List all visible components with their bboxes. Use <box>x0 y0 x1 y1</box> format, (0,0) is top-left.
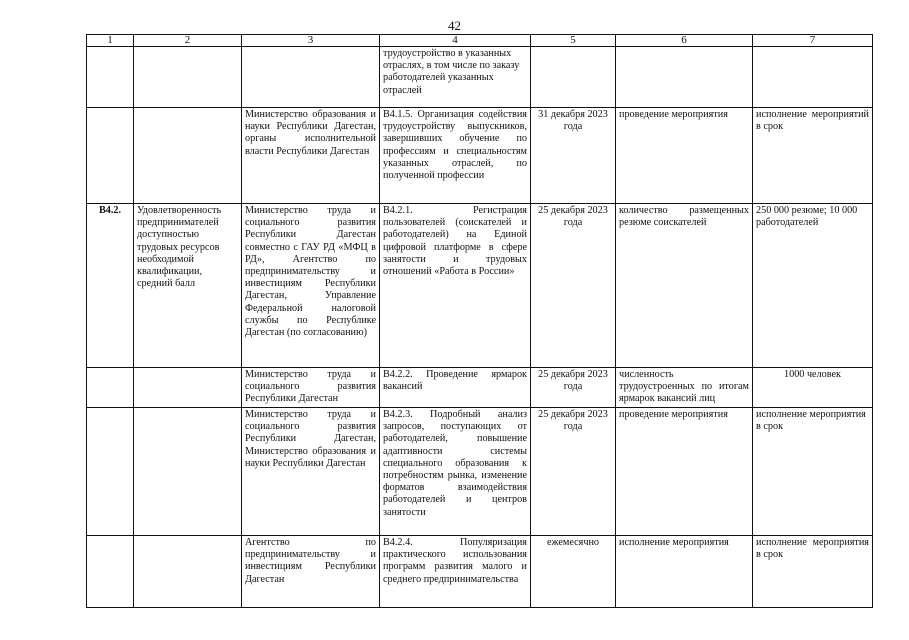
result-indicator-cell <box>616 47 753 108</box>
indicator-cell: Удовлетворенность предпринимателей доступностью трудовых ресурсов необходимой квалификации, средний балл <box>134 204 242 368</box>
measure-cell: В4.1.5. Организация содействия трудоустройству выпускников, завершивших обучение по профессиям и специальностям указанных отраслей, по полученной профессии <box>380 108 531 204</box>
target-value-cell: исполнение мероприятия в срок <box>753 408 873 536</box>
row-number-cell <box>87 108 134 204</box>
responsible-cell: Министерство труда и социального развития Республики Дагестан, Министерство образования и науки Республики Дагестан <box>242 408 380 536</box>
target-value-cell: исполнение мероприятий в срок <box>753 108 873 204</box>
page-number: 42 <box>448 18 461 33</box>
row-number-cell <box>87 47 134 108</box>
deadline-cell: 25 декабря 2023 года <box>531 368 616 408</box>
indicator-cell <box>134 536 242 608</box>
table-row <box>87 536 873 608</box>
measure-cell: В4.2.4. Популяризация практического использования программ развития малого и среднего предпринимательства <box>380 536 531 608</box>
measure-cell: В4.2.2. Проведение ярмарок вакансий <box>380 368 531 408</box>
header-row <box>87 35 873 47</box>
target-value-cell <box>753 47 873 108</box>
measure-cell: В4.2.3. Подробный анализ запросов, поступающих от работодателей, повышение адаптивности системы специального образования к потребностям рынка, изменение форматов взаимодействия работодателей и центров занятости <box>380 408 531 536</box>
target-value-cell: 1000 человек <box>753 368 873 408</box>
responsible-cell: Агентство по предпринимательству и инвестициям Республики Дагестан <box>242 536 380 608</box>
indicator-cell <box>134 368 242 408</box>
responsible-cell <box>242 47 380 108</box>
row-number-cell: В4.2. <box>87 204 134 368</box>
column-header: 6 <box>616 35 753 47</box>
responsible-cell: Министерство труда и социального развития Республики Дагестан совместно с ГАУ РД «МФЦ в РД», Агентство по предпринимательству и инвестициям Республики Дагестан, Управление Федеральной налоговой службы по Республике Дагестан (по согласованию) <box>242 204 380 368</box>
responsible-cell: Министерство труда и социального развития Республики Дагестан <box>242 368 380 408</box>
indicator-cell <box>134 47 242 108</box>
result-indicator-cell: количество размещенных резюме соискателей <box>616 204 753 368</box>
deadline-cell: 25 декабря 2023 года <box>531 408 616 536</box>
column-header: 5 <box>531 35 616 47</box>
column-header: 7 <box>753 35 873 47</box>
deadline-cell: ежемесячно <box>531 536 616 608</box>
measure-cell: В4.2.1. Регистрация пользователей (соискателей и работодателей) на Единой цифровой платформе в сфере занятости и трудовых отношений «Работа в России» <box>380 204 531 368</box>
result-indicator-cell: проведение мероприятия <box>616 108 753 204</box>
result-indicator-cell: численность трудоустроенных по итогам ярмарок вакансий лиц <box>616 368 753 408</box>
table-row <box>87 368 873 408</box>
deadline-cell <box>531 47 616 108</box>
table-row <box>87 204 873 368</box>
row-number-cell <box>87 408 134 536</box>
responsible-cell: Министерство образования и науки Республики Дагестан, органы исполнительной власти Республики Дагестан <box>242 108 380 204</box>
column-header: 1 <box>87 35 134 47</box>
result-indicator-cell: исполнение мероприятия <box>616 536 753 608</box>
indicator-cell <box>134 108 242 204</box>
indicator-cell <box>134 408 242 536</box>
target-value-cell: 250 000 резюме; 10 000 работодателей <box>753 204 873 368</box>
table-row <box>87 47 873 108</box>
table-row <box>87 108 873 204</box>
result-indicator-cell: проведение мероприятия <box>616 408 753 536</box>
column-header: 4 <box>380 35 531 47</box>
measure-cell: трудоустройство в указанных отраслях, в том числе по заказу работодателей указанных отраслей <box>380 47 531 108</box>
deadline-cell: 25 декабря 2023 года <box>531 204 616 368</box>
row-number-cell <box>87 536 134 608</box>
row-number-cell <box>87 368 134 408</box>
column-header: 2 <box>134 35 242 47</box>
deadline-cell: 31 декабря 2023 года <box>531 108 616 204</box>
table-row <box>87 408 873 536</box>
column-header: 3 <box>242 35 380 47</box>
measures-table <box>86 34 873 608</box>
target-value-cell: исполнение мероприятия в срок <box>753 536 873 608</box>
